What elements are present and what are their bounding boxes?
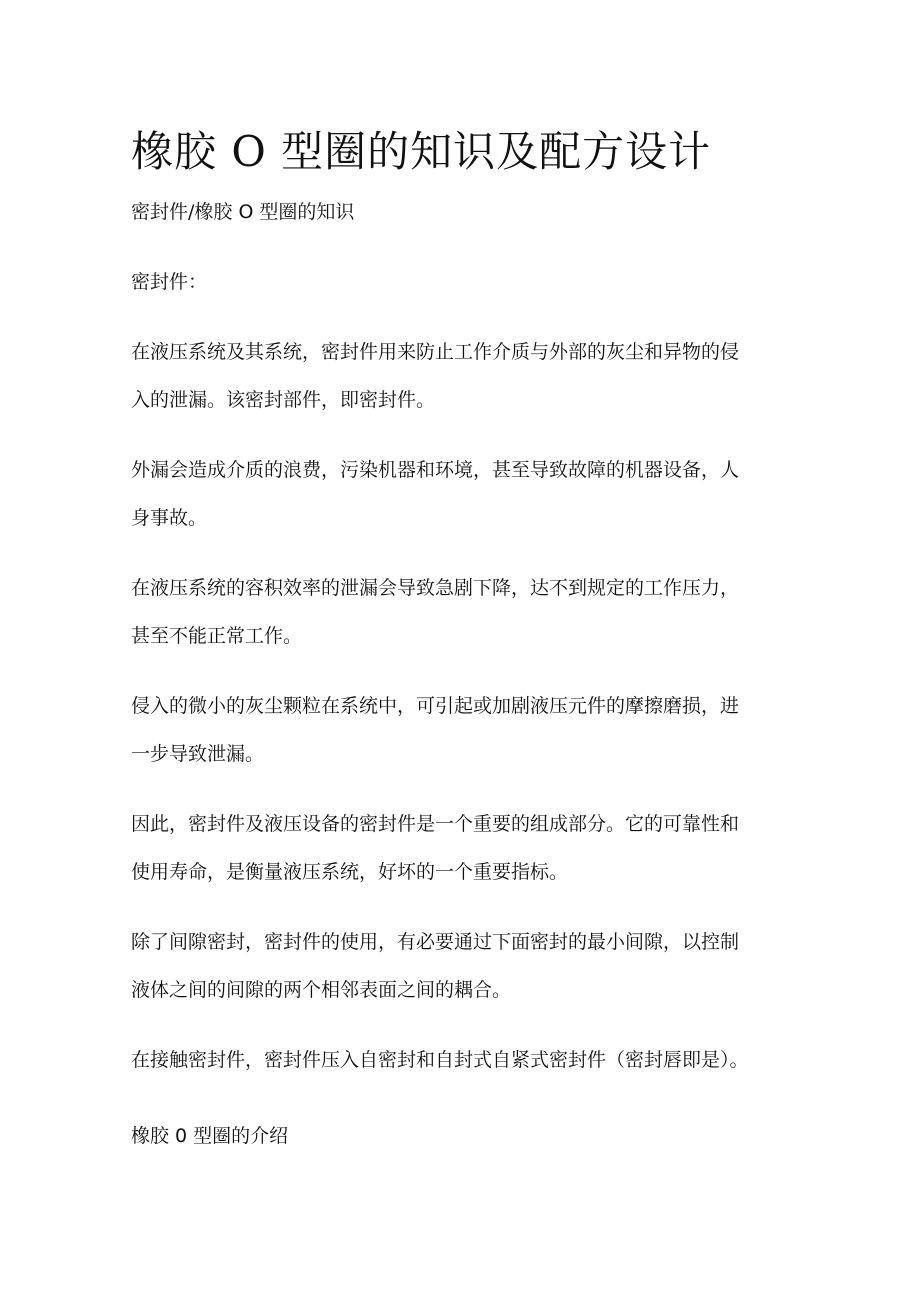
paragraph-line: 身事故。 — [131, 507, 208, 529]
paragraph-line: 侵入的微小的灰尘颗粒在系统中，可引起或加剧液压元件的摩擦磨损，进 — [131, 695, 740, 717]
paragraph-line: 在接触密封件，密封件压入自密封和自封式自紧式密封件（密封唇即是）。 — [131, 1049, 749, 1071]
paragraph-line: 使用寿命，是衡量液压系统，好坏的一个重要指标。 — [131, 861, 569, 883]
paragraph-line: 在液压系统的容积效率的泄漏会导致急剧下降，达不到规定的工作压力， — [131, 577, 740, 599]
section-heading-seals: 密封件： — [131, 271, 208, 293]
paragraph-line: 一步导致泄漏。 — [131, 743, 265, 765]
paragraph-line: 入的泄漏。该密封部件，即密封件。 — [131, 389, 436, 411]
document-title: 橡胶 O 型圈的知识及配方设计 — [131, 127, 712, 176]
section-heading-o-ring-intro: 橡胶 0 型圈的介绍 — [131, 1125, 289, 1147]
paragraph-line: 在液压系统及其系统，密封件用来防止工作介质与外部的灰尘和异物的侵 — [131, 341, 740, 363]
document-subtitle: 密封件/橡胶 O 型圈的知识 — [131, 201, 355, 223]
paragraph-line: 除了间隙密封，密封件的使用，有必要通过下面密封的最小间隙，以控制 — [131, 931, 740, 953]
paragraph-line: 因此，密封件及液压设备的密封件是一个重要的组成部分。它的可靠性和 — [131, 813, 740, 835]
paragraph-line: 液体之间的间隙的两个相邻表面之间的耦合。 — [131, 979, 512, 1001]
paragraph-line: 外漏会造成介质的浪费，污染机器和环境，甚至导致故障的机器设备，人 — [131, 459, 740, 481]
paragraph-line: 甚至不能正常工作。 — [131, 625, 303, 647]
